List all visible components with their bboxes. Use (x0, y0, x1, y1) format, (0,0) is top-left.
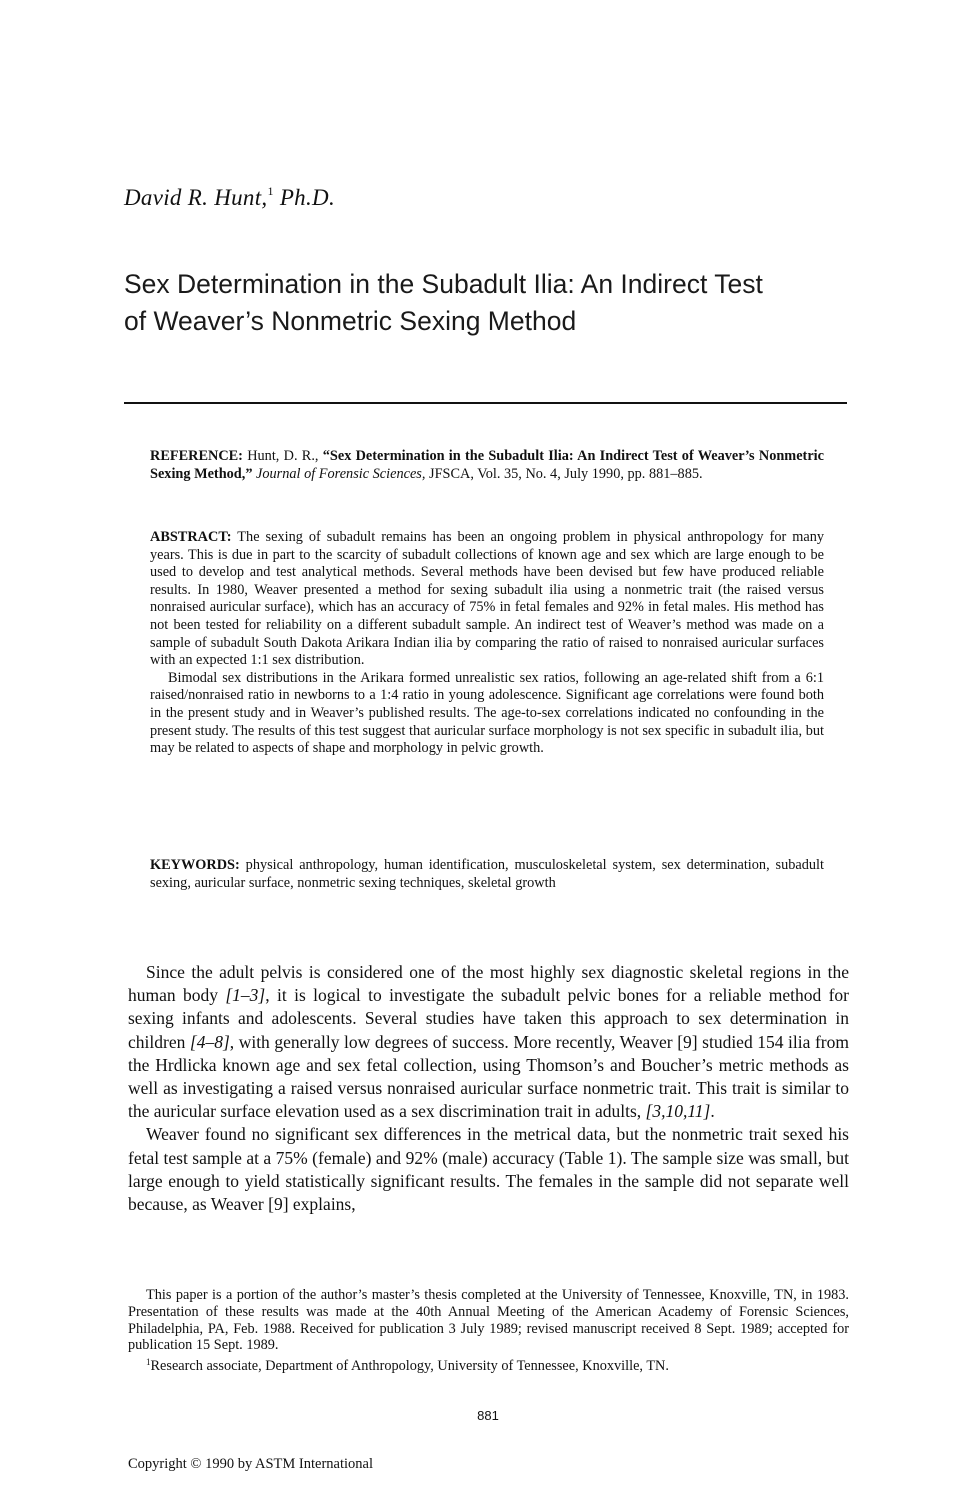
reference-details: JFSCA, Vol. 35, No. 4, July 1990, pp. 881–885. (425, 465, 703, 482)
reference-block (150, 448, 824, 483)
title-divider (124, 402, 847, 404)
copyright-notice: Copyright © 1990 by ASTM International (128, 1456, 374, 1472)
body-p1-text-d: . (710, 1101, 715, 1122)
reference-authors: Hunt, D. R., (242, 448, 323, 464)
footnote-affiliation-text: Research associate, Department of Anthropology, University of Tennessee, Knoxville, TN. (150, 1358, 669, 1375)
footnotes (128, 1287, 849, 1375)
author-name: David R. Hunt, (124, 185, 268, 210)
body-p1-text-c: , with generally low degrees of success. More recently, Weaver [9] studied 154 ilia from the Hrdlicka known age and sex fetal collection, using Thomson’s and Boucher’s metric methods as well as investigating a raised versus nonraised auricular surface nonmetric trait. This trait is similar to the auricular surface elevation used as a sex discrimination trait in adults, (128, 1031, 849, 1122)
citation-1-3: [1–3] (225, 985, 266, 1006)
author-line (124, 184, 335, 211)
paper-title-line-1: Sex Determination in the Subadult Ilia: An Indirect Test (124, 269, 763, 299)
abstract-paragraph-2: Bimodal sex distributions in the Arikara formed unrealistic sex ratios, following an age-related shift from a 6:1 raised/nonraised ratio in newborns to a 1:4 ratio in young adolescence. Significant age correlations were found both in the present study and in Weaver’s published results. The age-to-sex correlations indicated no confounding in the present study. The results of this test suggest that auricular surface morphology is not sex specific in subadult ilia, but may be related to aspects of shape and morphology in pelvic growth. (150, 669, 824, 757)
abstract-block (150, 529, 824, 758)
keywords-label: KEYWORDS: (150, 857, 240, 873)
body-paragraph-1 (128, 961, 849, 1123)
body-p1-text-a: Since the adult pelvis is considered one of the most highly sex diagnostic skeletal regions in the human body (128, 962, 849, 1006)
footnote-marker: 1 (146, 1357, 151, 1368)
reference-journal: Journal of Forensic Sciences, (252, 465, 426, 482)
body-p1-text-b: , it is logical to investigate the subadult pelvic bones for a reliable method for sexing infants and adolescents. Several studies have taken this approach to sex determination in children (128, 985, 849, 1052)
footnote-thesis: This paper is a portion of the author’s master’s thesis completed at the University of Tennessee, Knoxville, TN, in 1983. Presentation of these results was made at the 40th Annual Meeting of the American Academy of Forensic Sciences, Philadelphia, PA, Feb. 1988. Received for publication 3 July 1989; revised manuscript received 8 Sept. 1989; accepted for publication 15 Sept. 1989. (128, 1287, 849, 1354)
paper-title (124, 266, 864, 340)
reference-title: “Sex Determination in the Subadult Ilia: An Indirect Test of Weaver’s Nonmetric Sexing Method,” (150, 448, 824, 482)
paper-title-line-2: of Weaver’s Nonmetric Sexing Method (124, 306, 577, 336)
keywords-block (150, 857, 824, 892)
citation-3-10-11: [3,10,11] (645, 1101, 711, 1122)
author-degree: Ph.D. (273, 185, 335, 210)
body-paragraph-2: Weaver found no significant sex differences in the metrical data, but the nonmetric trait sexed his fetal test sample at a 75% (female) and 92% (male) accuracy (Table 1). The sample size was small, but large enough to yield statistically significant results. The females in the sample did not separate well because, as Weaver [9] explains, (128, 1124, 849, 1215)
body-text (128, 961, 849, 1216)
abstract-label: ABSTRACT: (150, 529, 232, 545)
page-number: 881 (477, 1408, 499, 1423)
author-footnote-marker: 1 (267, 184, 274, 198)
reference-label: REFERENCE: (150, 448, 243, 464)
abstract-paragraph-1: The sexing of subadult remains has been an ongoing problem in physical anthropology for many years. This is due in part to the scarcity of subadult collections of known age and sex which are large enough to be used to develop and test analytical methods. Several methods have been devised but few have produced reliable results. In 1980, Weaver presented a method for sexing subadult ilia using a nonmetric trait (the raised versus nonraised auricular surface), which has an accuracy of 75% in fetal females and 92% in fetal males. His method has not been tested for reliability on a different subadult sample. An indirect test of Weaver’s method was made on a sample of subadult South Dakota Arikara Indian ilia by comparing the ratio of raised to nonraised auricular surfaces with an expected 1:1 sex distribution. (150, 529, 824, 669)
keywords-text: physical anthropology, human identification, musculoskeletal system, sex determination, subadult sexing, auricular surface, nonmetric sexing techniques, skeletal growth (150, 857, 824, 891)
citation-4-8: [4–8] (189, 1031, 230, 1052)
footnote-affiliation (128, 1354, 849, 1375)
